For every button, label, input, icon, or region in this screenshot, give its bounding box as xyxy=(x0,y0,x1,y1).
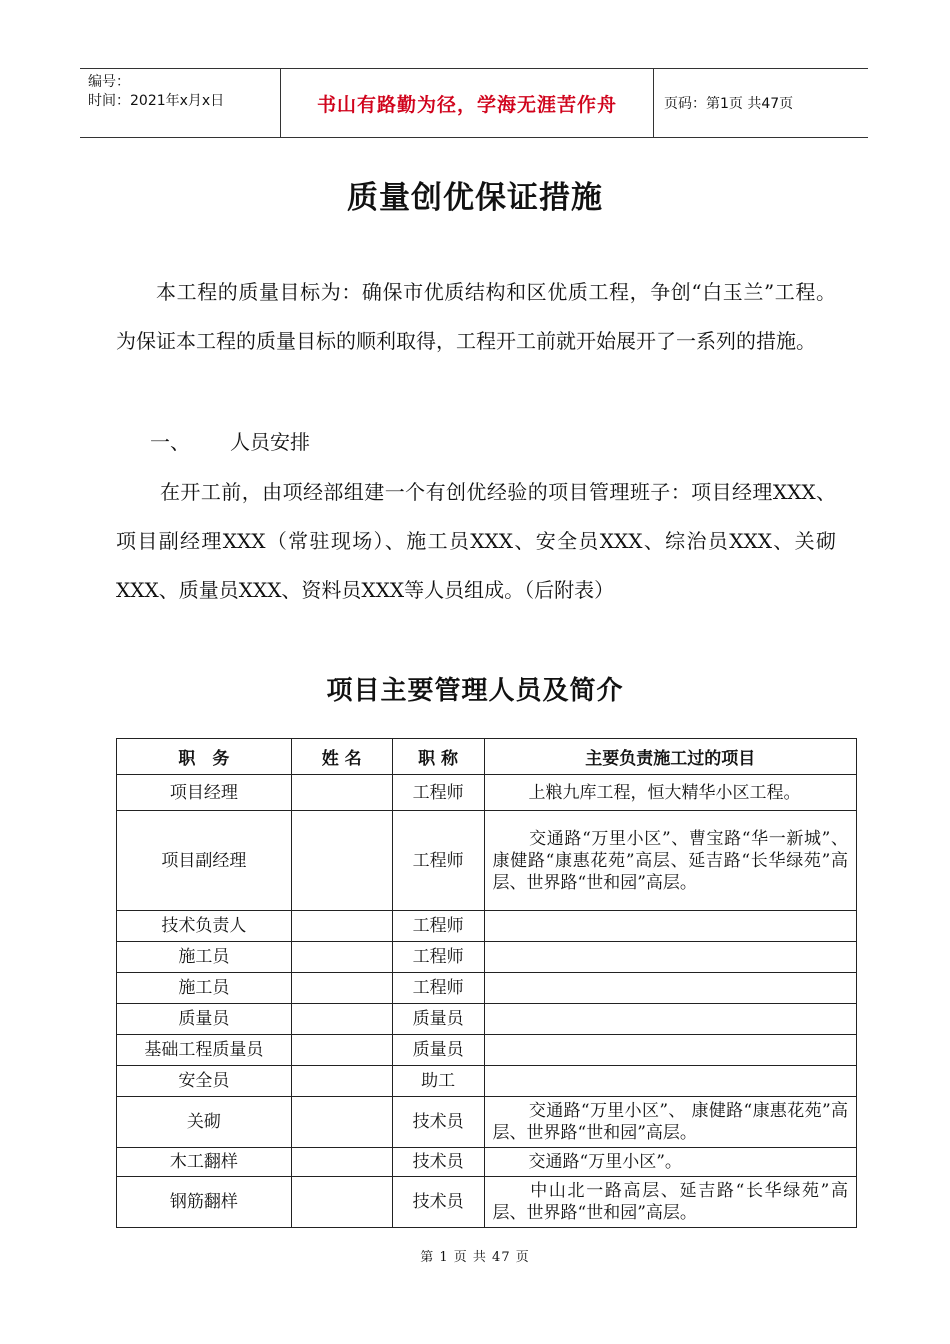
cell-title: 工程师 xyxy=(392,811,484,911)
projects-text: 中山北一路高层、延吉路“长华绿苑”高层、世界路“世和园”高层。 xyxy=(492,1181,848,1223)
projects-text: 交通路“万里小区”。 xyxy=(528,1152,682,1172)
staff-table xyxy=(116,738,857,1228)
header-page-info: 页码：第1页 共47页 xyxy=(664,96,794,112)
cell-title: 工程师 xyxy=(392,775,484,811)
section-heading-1 xyxy=(150,418,310,467)
header-projects: 主要负责施工过的项目 xyxy=(484,739,856,775)
cell-title: 技术员 xyxy=(392,1177,484,1228)
cell-name xyxy=(291,1004,392,1035)
cell-title: 质量员 xyxy=(392,1004,484,1035)
cell-projects xyxy=(484,811,856,911)
header-meta xyxy=(80,69,280,137)
cell-projects xyxy=(484,1097,856,1148)
cell-title: 工程师 xyxy=(392,911,484,942)
cell-name xyxy=(291,1177,392,1228)
cell-position: 关砌 xyxy=(117,1097,292,1148)
document-number-label: 编号： xyxy=(88,74,130,90)
table-row xyxy=(117,1097,857,1148)
cell-position: 项目副经理 xyxy=(117,811,292,911)
cell-projects xyxy=(484,911,856,942)
table-header-row xyxy=(117,739,857,775)
cell-projects xyxy=(484,1035,856,1066)
table-row xyxy=(117,1066,857,1097)
header-name: 姓 名 xyxy=(291,739,392,775)
cell-name xyxy=(291,1148,392,1177)
staffing-paragraph: 在开工前，由项经部组建一个有创优经验的项目管理班子：项目经理XXX、项目副经理XXX（常驻现场）、施工员XXX、安全员XXX、综治员XXX、关砌XXX、质量员XXX、资料员XXX等人员组成。（后附表） xyxy=(116,480,836,602)
cell-position: 基础工程质量员 xyxy=(117,1035,292,1066)
section-number: 一、 xyxy=(150,430,190,454)
section-title: 人员安排 xyxy=(230,430,310,454)
cell-projects xyxy=(484,1066,856,1097)
page-footer: 第 1 页 共 47 页 xyxy=(420,1250,530,1265)
cell-name xyxy=(291,911,392,942)
table-row xyxy=(117,775,857,811)
cell-name xyxy=(291,1035,392,1066)
header-motto: 书山有路勤为径，学海无涯苦作舟 xyxy=(280,69,654,137)
cell-projects xyxy=(484,942,856,973)
cell-projects xyxy=(484,1148,856,1177)
cell-projects xyxy=(484,775,856,811)
header-position: 职 务 xyxy=(117,739,292,775)
cell-title: 助工 xyxy=(392,1066,484,1097)
cell-name xyxy=(291,1097,392,1148)
cell-position: 技术负责人 xyxy=(117,911,292,942)
cell-name xyxy=(291,973,392,1004)
table-row xyxy=(117,942,857,973)
cell-title: 技术员 xyxy=(392,1097,484,1148)
cell-position: 钢筋翻样 xyxy=(117,1177,292,1228)
table-row xyxy=(117,973,857,1004)
intro-paragraph: 本工程的质量目标为：确保市优质结构和区优质工程，争创“白玉兰”工程。为保证本工程的质量目标的顺利取得，工程开工前就开始展开了一系列的措施。 xyxy=(116,280,836,353)
cell-projects xyxy=(484,1004,856,1035)
cell-title: 质量员 xyxy=(392,1035,484,1066)
cell-name xyxy=(291,942,392,973)
table-row xyxy=(117,1035,857,1066)
cell-position: 安全员 xyxy=(117,1066,292,1097)
document-time: 时间：2021年x月x日 xyxy=(88,93,225,109)
cell-name xyxy=(291,1066,392,1097)
cell-position: 施工员 xyxy=(117,942,292,973)
table-row xyxy=(117,811,857,911)
table-title: 项目主要管理人员及简介 xyxy=(326,676,624,706)
cell-position: 项目经理 xyxy=(117,775,292,811)
cell-projects xyxy=(484,1177,856,1228)
projects-text: 上粮九库工程，恒大精华小区工程。 xyxy=(528,782,801,803)
projects-text: 交通路“万里小区”、 康健路“康惠花苑”高层、世界路“世和园”高层。 xyxy=(492,1101,848,1143)
cell-title: 工程师 xyxy=(392,942,484,973)
cell-title: 技术员 xyxy=(392,1148,484,1177)
cell-name xyxy=(291,775,392,811)
cell-position: 木工翻样 xyxy=(117,1148,292,1177)
cell-name xyxy=(291,811,392,911)
page-header xyxy=(80,68,868,138)
cell-projects xyxy=(484,973,856,1004)
document-title: 质量创优保证措施 xyxy=(347,180,603,216)
cell-position: 施工员 xyxy=(117,973,292,1004)
table-row xyxy=(117,1177,857,1228)
projects-text: 交通路“万里小区”、曹宝路“华一新城”、康健路“康惠花苑”高层、延吉路“长华绿苑”高层、世界路“世和园”高层。 xyxy=(492,828,848,893)
table-row xyxy=(117,911,857,942)
header-title: 职 称 xyxy=(392,739,484,775)
cell-position: 质量员 xyxy=(117,1004,292,1035)
cell-title: 工程师 xyxy=(392,973,484,1004)
table-row xyxy=(117,1148,857,1177)
table-row xyxy=(117,1004,857,1035)
